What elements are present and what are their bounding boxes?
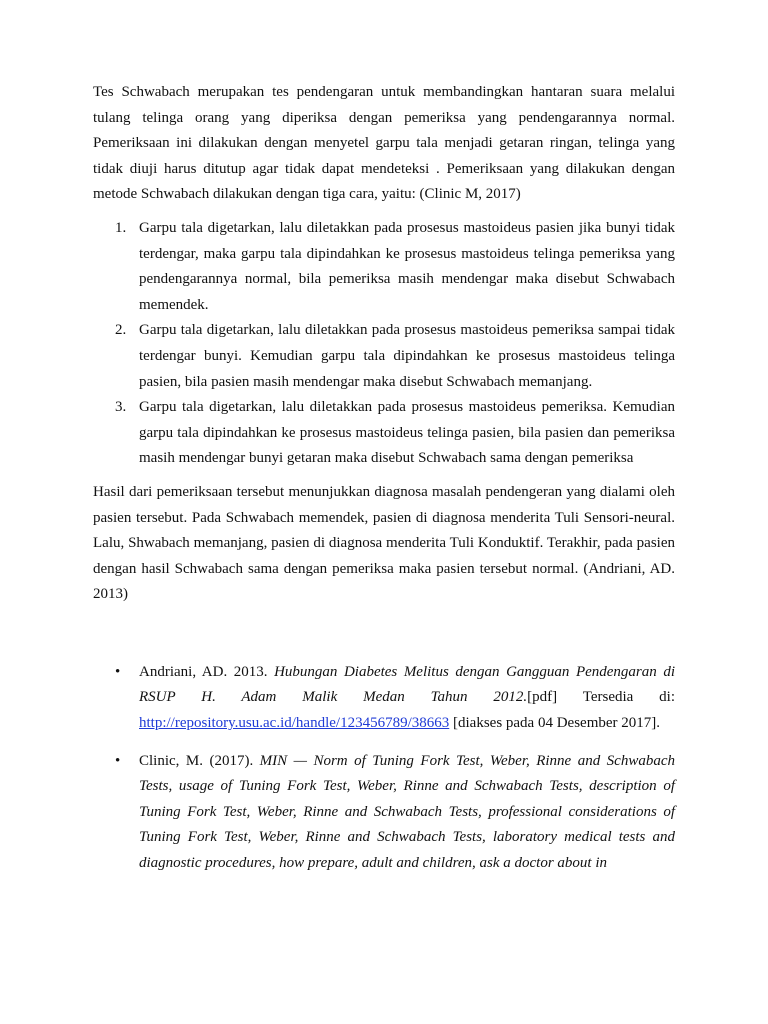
list-item-text: Garpu tala digetarkan, lalu diletakkan pada prosesus mastoideus pemeriksa. Kemudian garpu tala dipindahkan ke prosesus mastoideus telinga pasien, bila pasien dan pemeriksa masih mendengar bunyi getaran maka disebut Schwabach sama dengan pemeriksa — [139, 399, 675, 467]
reference-access-date: [diakses pada 04 Desember 2017]. — [449, 715, 661, 732]
reference-author: Clinic, M. (2017). — [139, 752, 260, 769]
list-item-text: Garpu tala digetarkan, lalu diletakkan pada prosesus mastoideus pasien jika bunyi tidak terdengar, maka garpu tala dipindahkan ke prosesus mastoideus telinga pemeriksa yang pendengarannya normal, bila pemeriksa masih mendengar maka disebut Schwabach memendek. — [139, 219, 675, 313]
list-item — [93, 216, 675, 318]
bullet-icon: • — [115, 663, 121, 680]
list-number: 1. — [115, 219, 127, 236]
reference-author: Andriani, AD. 2013. — [139, 663, 275, 680]
list-item — [93, 395, 675, 472]
reference-source: [pdf] Tersedia di: — [527, 689, 675, 706]
reference-title: Hubungan Diabetes Melitus dengan Gangguan Pendengaran di RSUP H. Adam Malik Medan Tahun 2012. — [139, 663, 675, 706]
schwabach-steps-list — [93, 216, 675, 472]
reference-title: MIN — Norm of Tuning Fork Test, Weber, Rinne and Schwabach Tests, usage of Tuning Fork Test, Weber, Rinne and Schwabach Tests, description of Tuning Fork Test, Weber, Rinne and Schwabach Tests, professional considerations of Tuning Fork Test, Weber, Rinne and Schwabach Tests, laboratory medical tests and diagnostic procedures, how prepare, adult and children, ask a doctor about in — [139, 752, 675, 872]
result-paragraph: Hasil dari pemeriksaan tersebut menunjukkan diagnosa masalah pendengeran yang dialami oleh pasien tersebut. Pada Schwabach memendek, pasien di diagnosa menderita Tuli Sensori-neural. Lalu, Shwabach memanjang, pasien di diagnosa menderita Tuli Konduktif. Terakhir, pada pasien dengan hasil Schwabach sama dengan pemeriksa maka pasien tersebut normal. (Andriani, AD. 2013) — [93, 483, 675, 603]
list-item — [93, 318, 675, 395]
list-item-text: Garpu tala digetarkan, lalu diletakkan pada prosesus mastoideus pemeriksa sampai tidak terdengar bunyi. Kemudian garpu tala dipindahkan ke prosesus mastoideus telinga pasien, bila pasien masih mendengar maka disebut Schwabach memanjang. — [139, 322, 675, 390]
reference-item — [93, 660, 675, 737]
reference-link[interactable]: http://repository.usu.ac.id/handle/123456789/38663 — [139, 715, 450, 732]
bullet-icon: • — [115, 752, 121, 769]
list-number: 2. — [115, 322, 127, 339]
list-number: 3. — [115, 399, 127, 416]
document-body — [93, 80, 675, 877]
references-list — [93, 660, 675, 877]
intro-paragraph: Tes Schwabach merupakan tes pendengaran untuk membandingkan hantaran suara melalui tulang telinga orang yang diperiksa dengan pemeriksa yang pendengarannya normal. Pemeriksaan ini dilakukan dengan menyetel garpu tala menjadi getaran ringan, telinga yang tidak diuji harus ditutup agar tidak dapat mendeteksi . Pemeriksaan yang dilakukan dengan metode Schwabach dilakukan dengan tiga cara, yaitu: (Clinic M, 2017) — [93, 84, 675, 203]
reference-item — [93, 749, 675, 877]
